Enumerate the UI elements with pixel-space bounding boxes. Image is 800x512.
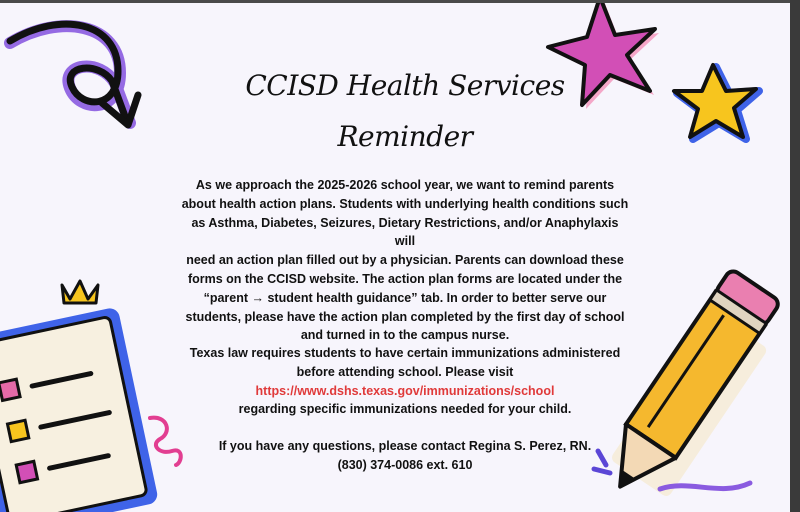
- checklist-icon: [0, 307, 159, 512]
- notice-title-line2: Reminder: [337, 120, 473, 153]
- contact-line: If you have any questions, please contact Regina S. Perez, RN.: [218, 439, 592, 453]
- text-line: forms on the CCISD website. The action plan forms are located under the: [187, 271, 623, 286]
- swoosh-icon: [660, 483, 750, 489]
- text-line: students, please have the action plan completed by the first day of school: [185, 309, 625, 324]
- sparkle-icon: [62, 281, 98, 303]
- text-line: about health action plans. Students with underlying health conditions such: [181, 196, 629, 211]
- paragraph-action-plans: [180, 176, 630, 345]
- text-line: before attending school. Please visit: [296, 364, 514, 379]
- paragraph-contact: [180, 437, 630, 475]
- immunizations-link[interactable]: https://www.dshs.texas.gov/immunizations/school: [255, 383, 555, 398]
- text-line: As we approach the 2025-2026 school year, we want to remind parents: [195, 178, 615, 192]
- text-line: as Asthma, Diabetes, Seizures, Dietary Restrictions, and/or Anaphylaxis will: [191, 215, 619, 249]
- notice-title-line1: CCISD Health Services: [245, 69, 565, 102]
- text-line: and turned in to the campus nurse.: [300, 328, 510, 343]
- text-line: regarding specific immunizations needed for your child.: [238, 402, 572, 417]
- contact-phone: (830) 374-0086 ext. 610: [337, 457, 473, 472]
- paragraph-immunizations: [180, 344, 630, 419]
- window-right-edge: [790, 0, 800, 512]
- flyer-page: [0, 3, 790, 512]
- text-line: Texas law requires students to have certain immunizations administered: [189, 346, 621, 360]
- text-line: “parent → student health guidance” tab. In order to better serve our: [203, 290, 607, 305]
- text-line: need an action plan filled out by a physician. Parents can download these: [186, 253, 624, 268]
- squiggle-icon: [150, 418, 181, 465]
